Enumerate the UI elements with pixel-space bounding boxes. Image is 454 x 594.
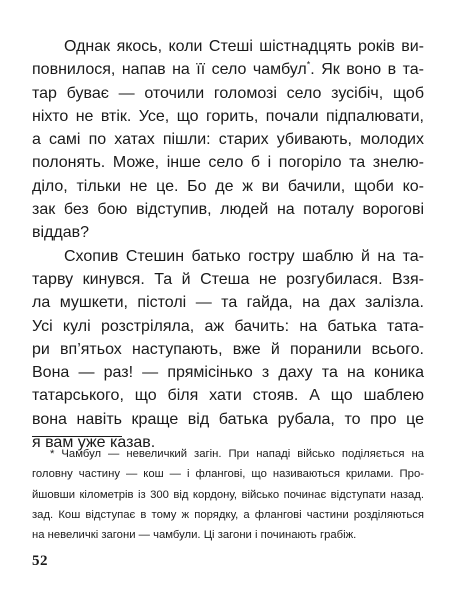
- text-line: татарського, що біля хати стояв. А що шаблею: [32, 387, 424, 405]
- text-line: Схопив Стешин батько гостру шаблю й на та-: [64, 247, 424, 265]
- paragraph: [32, 245, 424, 455]
- footnote-marker: *: [306, 59, 311, 70]
- text-line: Однак якось, коли Стеші шістнадцять років ви-: [64, 38, 424, 55]
- paragraph: [32, 35, 424, 245]
- text-line: Вона — раз! — прямісінько з даху та на коника: [32, 364, 424, 382]
- footnote-line: зад. Кош відступає в тому ж порядку, а флангові частини розділяються: [32, 508, 424, 521]
- text-line: я вам уже казав.: [32, 434, 156, 452]
- text-line: тар буває — оточили голомозі село зусібіч, щоб: [32, 84, 424, 102]
- text-line: а самі по хатах пішли: старих убивають, молодих: [32, 131, 424, 149]
- text-segment: повнилося, напав на її село чамбул: [32, 61, 307, 79]
- text-line: зак без бою відступив, людей на поталу ворогові: [32, 201, 424, 219]
- text-line: віддав?: [32, 224, 90, 242]
- text-line: ла мушкети, пістолі — та гайда, на дах залізла.: [32, 294, 424, 312]
- footnote-line: * Чамбул — невеличкий загін. При нападі військо поділяється на: [50, 448, 424, 460]
- main-text: [32, 35, 424, 454]
- footnote-separator: [32, 436, 122, 437]
- footnote-line: головну частину — кош — і флангові, що називаються крилами. Про-: [32, 468, 424, 481]
- footnote: [32, 444, 424, 545]
- text-line: тарву кинувся. Та й Стеша не розгубилася. Взя-: [32, 270, 424, 288]
- text-line: полонять. Може, інше село б і погоріло та знелю-: [32, 154, 424, 172]
- footnote-line: йшовши кілометрів із 300 від кордону, військо починає відступати назад.: [32, 488, 424, 501]
- text-line: [32, 58, 424, 81]
- text-line: Усі кулі розстріляла, аж бачить: на батька тата-: [32, 317, 424, 335]
- text-line: ніхто не втік. Усе, що горить, почали підпалювати,: [32, 107, 424, 125]
- text-line: вона навіть краще від батька рубала, то про це: [32, 410, 424, 428]
- text-segment: . Як воно в та-: [310, 61, 425, 79]
- text-line: ри вп’ятьох наступають, вже й поранили всього.: [32, 340, 424, 358]
- text-line: діло, тільки не це. Бо де ж ви бачили, щоби ко-: [32, 177, 424, 195]
- page-number: 52: [32, 553, 48, 569]
- footnote-line: на невеличкі загони — чамбули. Ці загони і починають грабіж.: [32, 529, 357, 542]
